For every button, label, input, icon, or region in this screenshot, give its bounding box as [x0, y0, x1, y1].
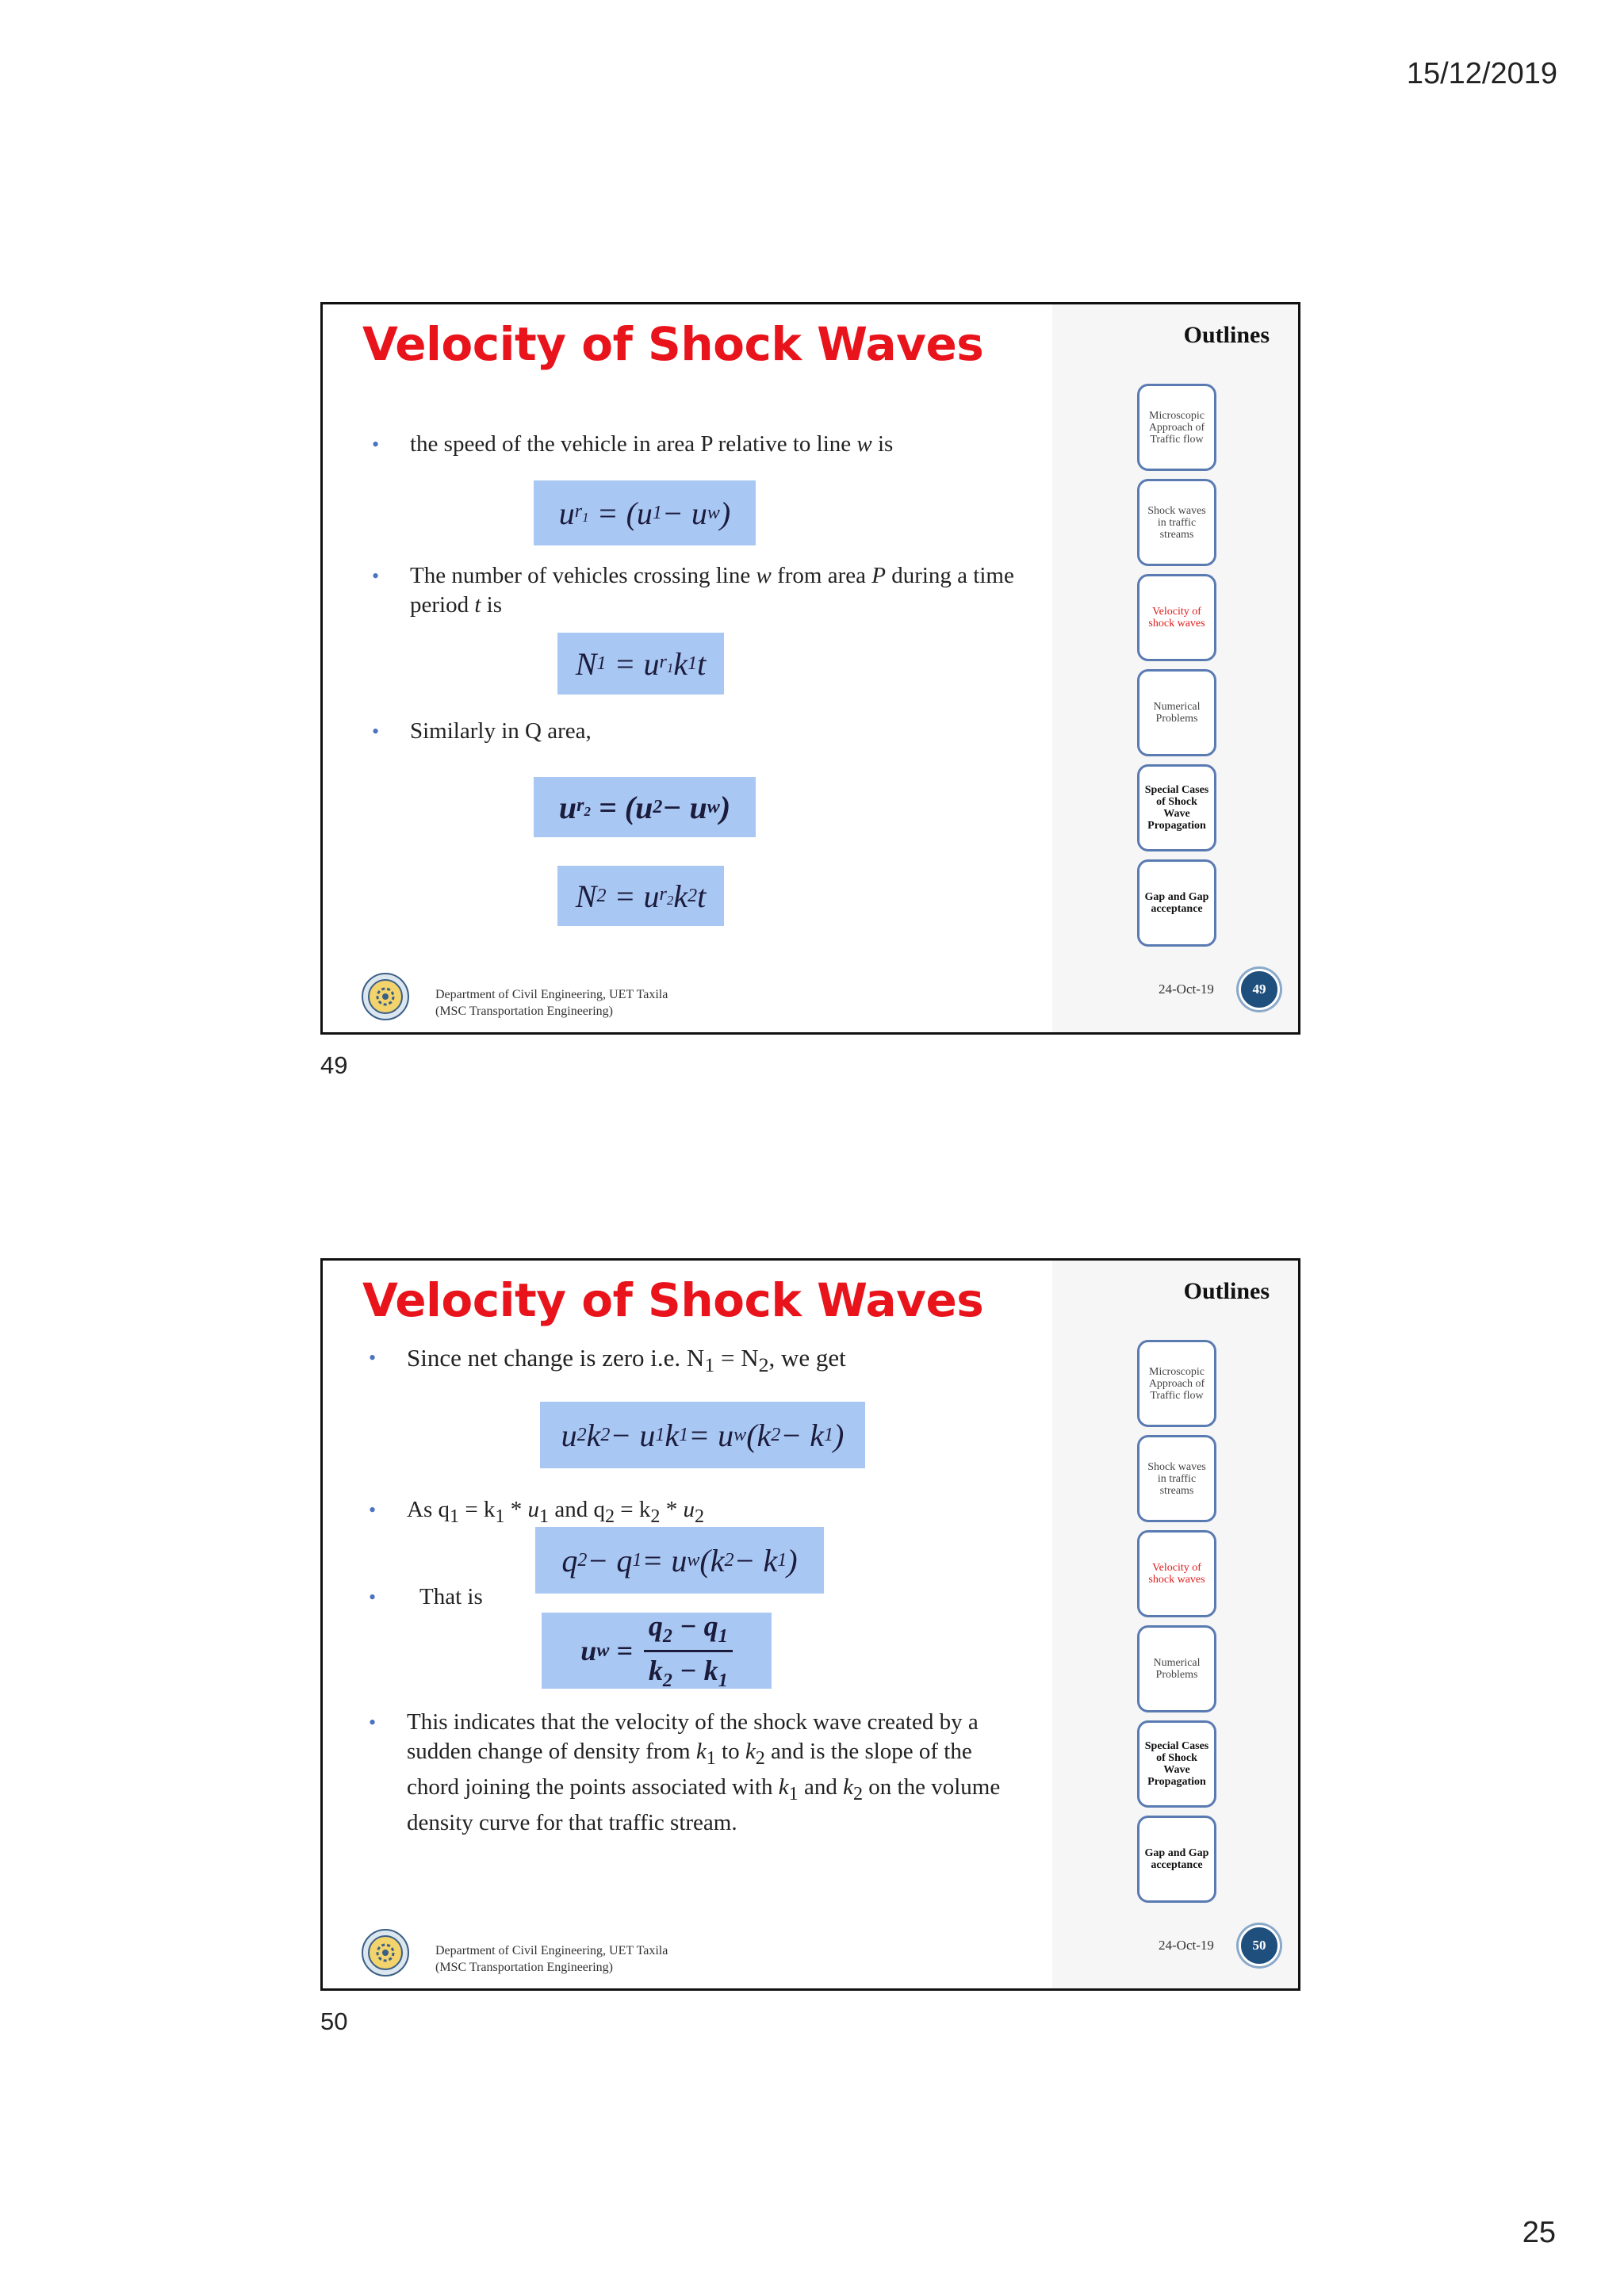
equation-shock-velocity: u w = $\frac{q_2 - q_1}{k_2 - k_1}$ — [542, 1613, 772, 1689]
nav-item-shock-waves[interactable]: Shock waves in traffic streams — [1137, 1435, 1216, 1522]
bullet-similarly-q: • Similarly in Q area, — [410, 717, 1044, 746]
footer-date: 24-Oct-19 — [1159, 982, 1214, 997]
nav-item-velocity-of-shock-waves[interactable]: Velocity of shock waves — [1137, 1530, 1216, 1617]
bullet-dot-icon: • — [369, 1498, 377, 1521]
equation-ur2: u $r_2$ = (u 2 − u w ) — [534, 777, 756, 837]
nav-item-numerical-problems[interactable]: Numerical Problems — [1137, 669, 1216, 756]
uet-taxila-logo — [361, 972, 410, 1021]
slide-number-badge: 49 — [1239, 969, 1280, 1010]
footer-department: Department of Civil Engineering, UET Taxila (MSC Transportation Engineering) — [435, 1944, 668, 1974]
equation-ur1: u $r_1$ = (u 1 − u w ) — [534, 480, 756, 545]
footer-date: 24-Oct-19 — [1159, 1938, 1214, 1953]
nav-item-numerical-problems[interactable]: Numerical Problems — [1137, 1625, 1216, 1712]
equation-n2: N 2 = u $r_2$ k 2 t — [557, 866, 724, 926]
bullet-dot-icon: • — [369, 1346, 377, 1369]
bullet-dot-icon: • — [372, 720, 380, 743]
bullet-flow-definition: • As $q_1 = k_1 * u_1$ and $q_2 = k_2 * u_2$ — [369, 1497, 705, 1527]
footer-department: Department of Civil Engineering, UET Taxila (MSC Transportation Engineering) — [435, 988, 668, 1018]
bullet-speed-relative: • the speed of the vehicle in area P relative to line w is — [410, 430, 1044, 459]
nav-item-velocity-of-shock-waves[interactable]: Velocity of shock waves — [1137, 574, 1216, 661]
bullet-net-change: • Since net change is zero i.e. $N_1 = N_2$, we get — [369, 1344, 846, 1377]
nav-item-special-cases[interactable]: Special Cases of Shock Wave Propagation — [1137, 1720, 1216, 1808]
bullet-dot-icon: • — [372, 564, 380, 587]
bullet-dot-icon: • — [372, 433, 380, 456]
equation-flow-difference: q 2 − q 1 = u w (k 2 − k 1 ) — [535, 1527, 824, 1594]
slide-title: Velocity of Shock Waves — [362, 1273, 984, 1327]
equation-conservation: u 2 k 2 − u 1 k 1 = u w (k 2 − k 1 ) — [540, 1402, 865, 1468]
nav-item-microscopic-approach[interactable]: Microscopic Approach of Traffic flow — [1137, 1340, 1216, 1427]
slide-label-49: 49 — [320, 1051, 348, 1079]
nav-item-gap-acceptance[interactable]: Gap and Gap acceptance — [1137, 1816, 1216, 1903]
nav-item-microscopic-approach[interactable]: Microscopic Approach of Traffic flow — [1137, 384, 1216, 471]
bullet-interpretation: • This indicates that the velocity of the shock wave created by a sudden change of density from $k_1$ to $k_2$ and is the slope of the chord joining the points associated with $k_1$ and $k_2$ on the volume density curve for that traffic stream. — [369, 1709, 1001, 1835]
nav-item-gap-acceptance[interactable]: Gap and Gap acceptance — [1137, 859, 1216, 947]
bullet-that-is: • That is — [419, 1582, 737, 1612]
bullet-vehicles-crossing: • The number of vehicles crossing line w from area P during a time period t is — [372, 563, 1014, 618]
outlines-heading: Outlines — [1183, 322, 1270, 348]
outlines-heading: Outlines — [1183, 1278, 1270, 1304]
slide-number-badge: 50 — [1239, 1925, 1280, 1966]
slide-title: Velocity of Shock Waves — [362, 317, 984, 371]
slide-50 — [320, 1258, 1300, 1991]
bullet-dot-icon: • — [369, 1586, 377, 1609]
bullet-dot-icon: • — [369, 1711, 377, 1734]
equation-n1: N 1 = u $r_1$ k 1 t — [557, 633, 724, 695]
slide-label-50: 50 — [320, 2007, 348, 2035]
nav-item-special-cases[interactable]: Special Cases of Shock Wave Propagation — [1137, 764, 1216, 851]
page-number: 25 — [1522, 2216, 1556, 2249]
slide-49 — [320, 302, 1300, 1035]
header-date: 15/12/2019 — [1406, 57, 1557, 90]
uet-taxila-logo — [361, 1928, 410, 1977]
nav-item-shock-waves[interactable]: Shock waves in traffic streams — [1137, 479, 1216, 566]
